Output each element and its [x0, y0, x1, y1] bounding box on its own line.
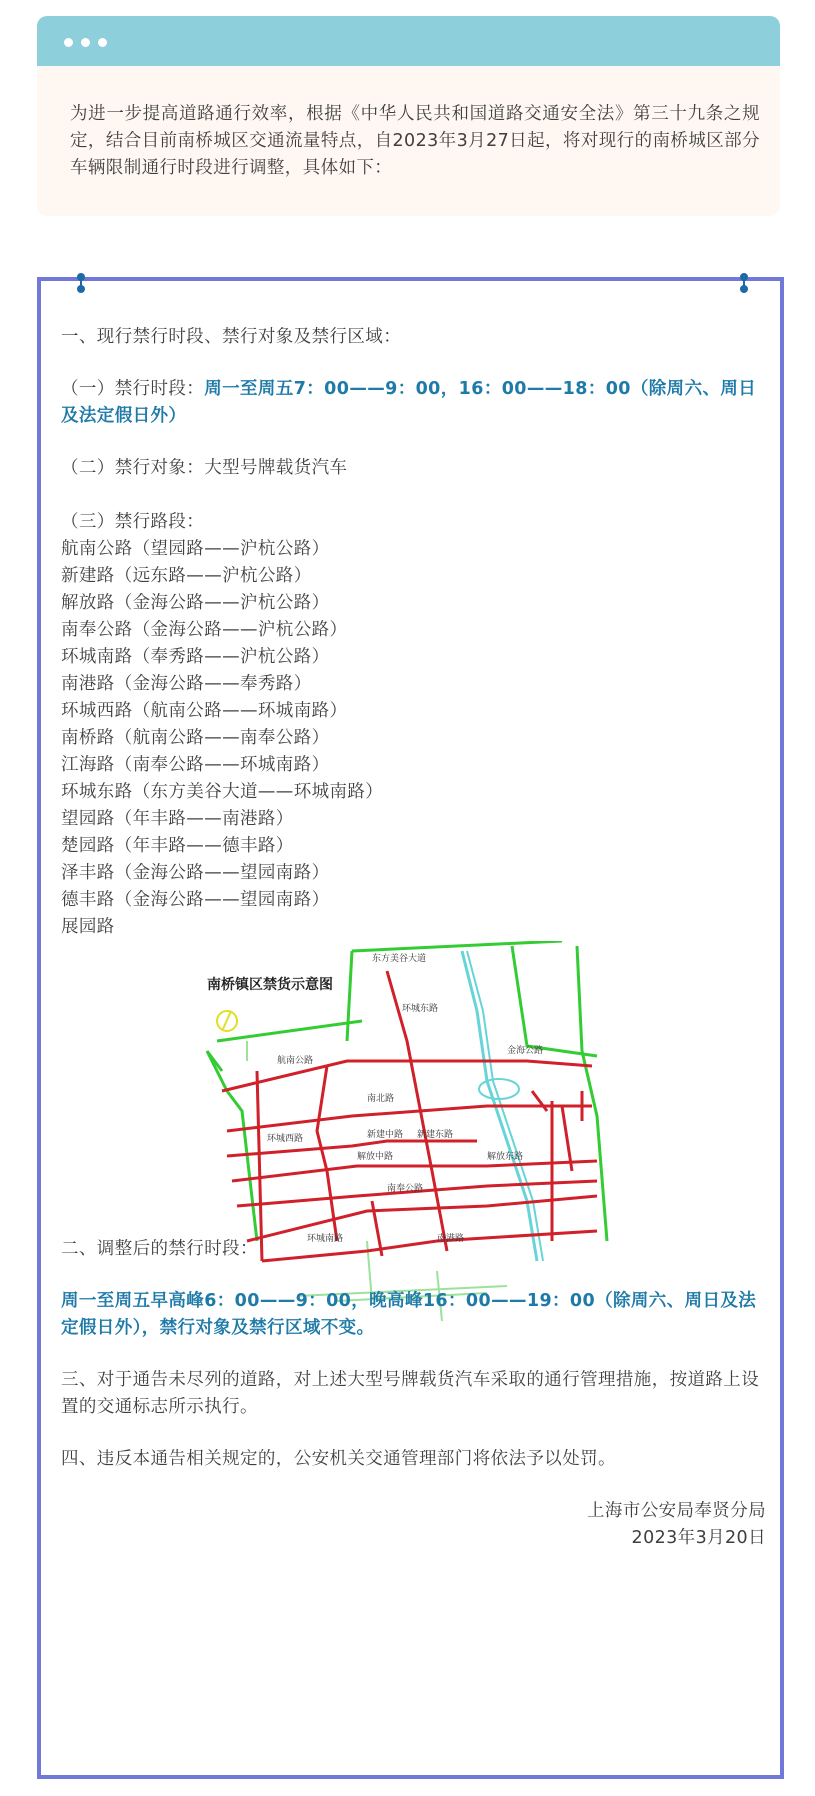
- road-item: 环城东路（东方美谷大道——环城南路）: [61, 782, 384, 802]
- section1-time: [61, 376, 766, 430]
- road-item: 南港路（金海公路——奉秀路）: [61, 674, 312, 694]
- map-label: 环城南路: [307, 1234, 344, 1244]
- dot-icon: [98, 38, 107, 47]
- section4-text: 四、违反本通告相关规定的，公安机关交通管理部门将依法予以处罚。: [61, 1449, 616, 1469]
- road-item: 望园路（年丰路——南港路）: [61, 809, 294, 829]
- road-item: 环城西路（航南公路——环城南路）: [61, 701, 348, 721]
- road-item: 江海路（南奉公路——环城南路）: [61, 755, 330, 775]
- road-item: 泽丰路（金海公路——望园南路）: [61, 863, 330, 883]
- map-label: 金海公路: [507, 1046, 544, 1056]
- roads-title: （三）禁行路段：: [61, 512, 205, 532]
- road-item: 南桥路（航南公路——南奉公路）: [61, 728, 330, 748]
- road-item: 解放路（金海公路——沪杭公路）: [61, 593, 330, 613]
- map-label: 南奉公路: [387, 1184, 424, 1194]
- map-label: 南港路: [437, 1234, 465, 1244]
- section3-text: 三、对于通告未尽列的道路，对上述大型号牌载货汽车采取的通行管理措施，按道路上设置的交通标志所示执行。: [61, 1370, 760, 1417]
- section1-object: （二）禁行对象：大型号牌载货汽车: [61, 458, 348, 478]
- time-value: 周一至周五7：00——9：00，16：00——18：00（除周六、周日及法定假日外）: [61, 379, 757, 426]
- road-item: 楚园路（年丰路——德丰路）: [61, 836, 294, 856]
- notice-box: [37, 277, 784, 1779]
- dot-icon: [81, 38, 90, 47]
- map-label: 新建中路: [367, 1130, 404, 1140]
- map-label: 航南公路: [277, 1056, 314, 1066]
- road-item: 南奉公路（金海公路——沪杭公路）: [61, 620, 348, 640]
- map-label: 解放中路: [357, 1152, 394, 1162]
- map-label: 环城西路: [267, 1134, 304, 1144]
- road-item: 环城南路（奉秀路——沪杭公路）: [61, 647, 330, 667]
- time-label: （一）禁行时段：: [61, 379, 205, 399]
- map-label: 新建东路: [417, 1130, 454, 1140]
- road-item: 展园路: [61, 917, 115, 937]
- map-title: 南桥镇区禁货示意图: [207, 977, 333, 993]
- section2-value: 周一至周五早高峰6：00——9：00，晚高峰16：00——19：00（除周六、周日及法定假日外），禁行对象及禁行区域不变。: [61, 1291, 757, 1338]
- map-label: 环城东路: [402, 1004, 439, 1014]
- section2-title: 二、调整后的禁行时段：: [61, 1239, 258, 1259]
- card-header: [37, 16, 780, 66]
- map-label: 东方美谷大道: [372, 954, 427, 964]
- road-item: 德丰路（金海公路——望园南路）: [61, 890, 330, 910]
- road-item: 航南公路（望园路——沪杭公路）: [61, 539, 330, 559]
- signature-org: 上海市公安局奉贤分局: [587, 1501, 766, 1521]
- dot-icon: [64, 38, 73, 47]
- section1-title: 一、现行禁行时段、禁行对象及禁行区域：: [61, 327, 402, 347]
- pin-icon: [77, 273, 85, 293]
- road-item: 新建路（远东路——沪杭公路）: [61, 566, 312, 586]
- signature-date: 2023年3月20日: [631, 1528, 766, 1548]
- road-map: [187, 941, 677, 1341]
- map-label: 解放东路: [487, 1152, 524, 1162]
- intro-paragraph: 为进一步提高道路通行效率，根据《中华人民共和国道路交通安全法》第三十九条之规定，结合目前南桥城区交通流量特点，自2023年3月27日起，将对现行的南桥城区部分车辆限制通行时段进行调整，具体如下：: [70, 104, 760, 178]
- map-label: 南北路: [367, 1094, 395, 1104]
- pin-icon: [740, 273, 748, 293]
